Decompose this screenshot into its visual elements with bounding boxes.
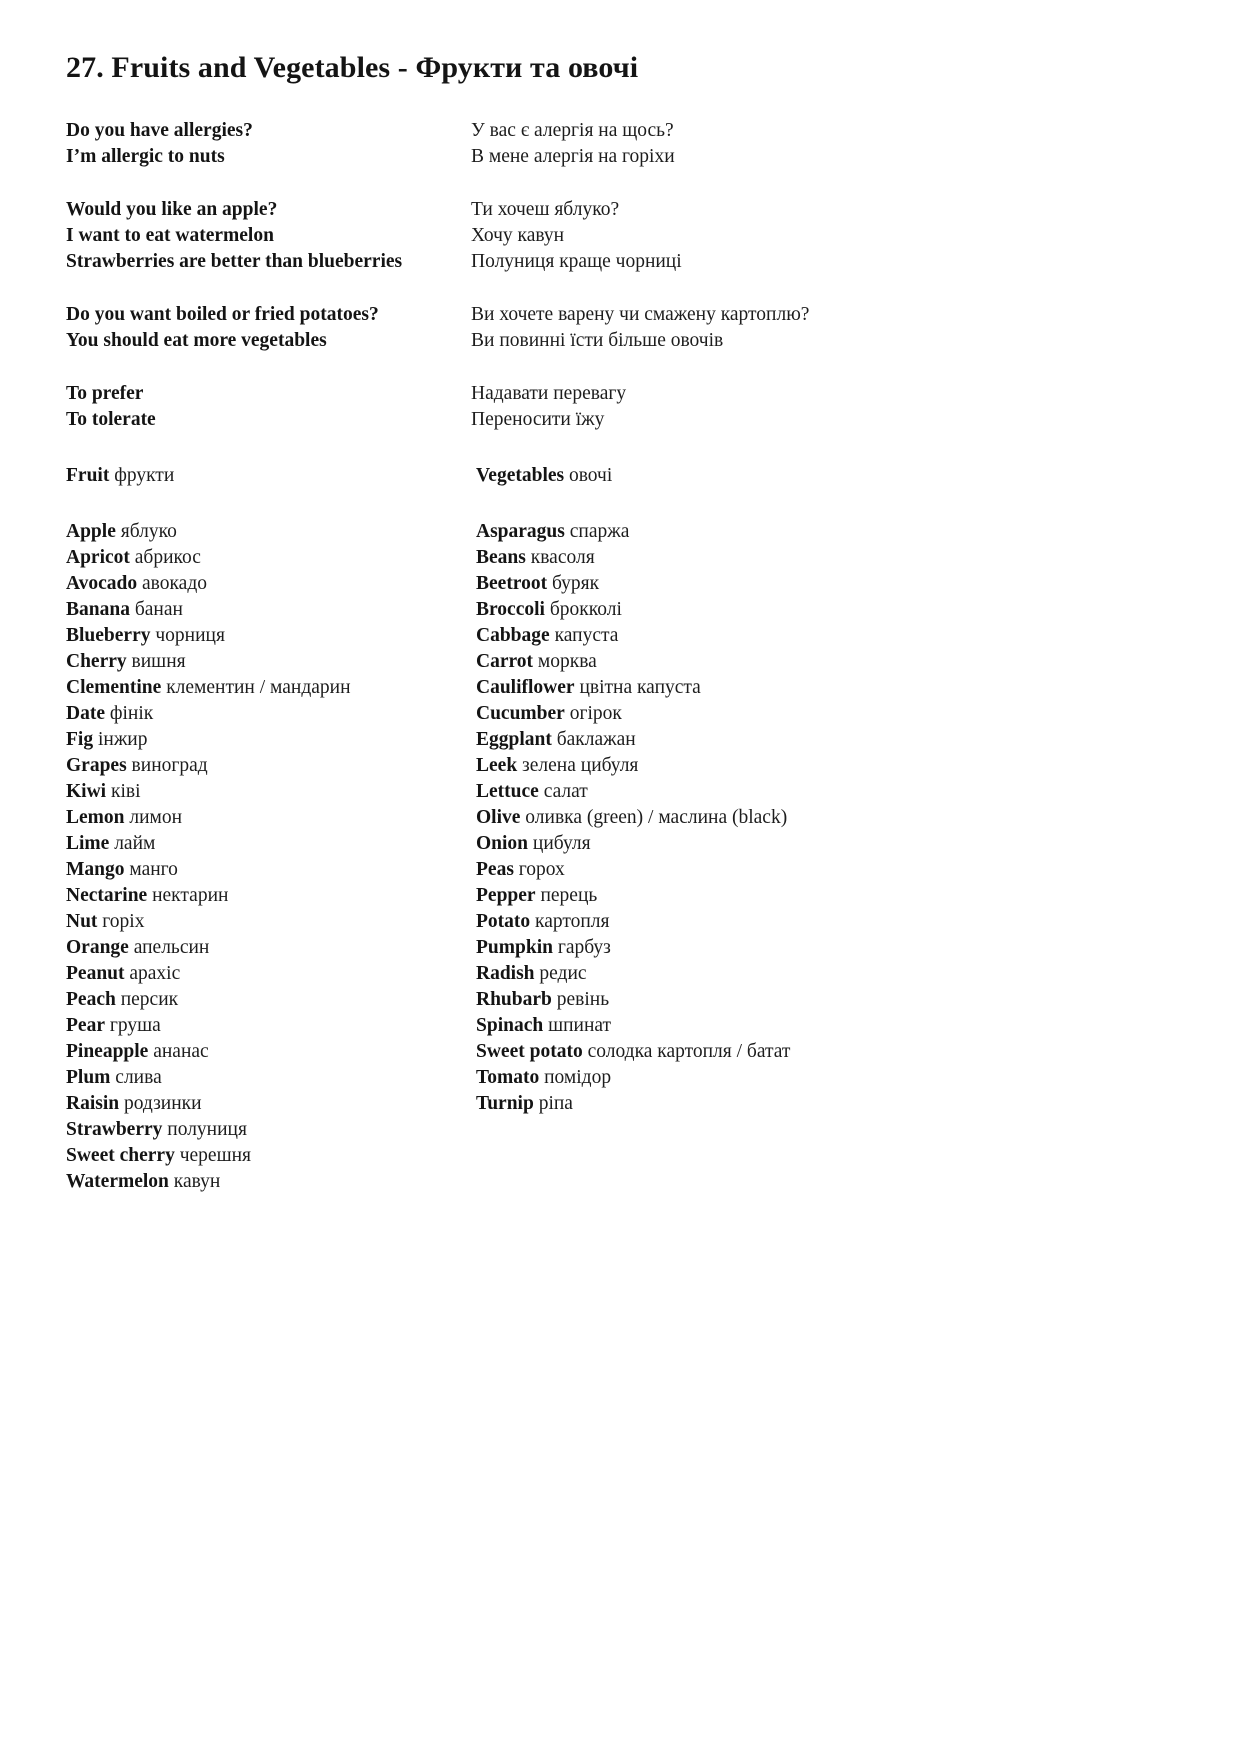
vegetable-word-ukrainian: цибуля xyxy=(532,833,591,854)
fruit-word-row xyxy=(66,1065,466,1091)
vegetable-word-english: Broccoli xyxy=(476,599,545,620)
fruit-word-ukrainian: нектарин xyxy=(152,885,229,906)
vegetable-word-ukrainian: цвітна капуста xyxy=(579,677,701,698)
fruit-word-ukrainian: арахіс xyxy=(129,963,181,984)
fruit-word-ukrainian: лимон xyxy=(129,807,183,828)
fruit-word-ukrainian: ананас xyxy=(153,1041,209,1062)
vegetable-word-ukrainian: солодка картопля / батат xyxy=(587,1041,791,1062)
fruit-word-row xyxy=(66,571,466,597)
fruit-word-row xyxy=(66,675,466,701)
fruit-word-row xyxy=(66,857,466,883)
vegetable-word-ukrainian: квасоля xyxy=(530,547,595,568)
fruit-word-row xyxy=(66,1117,466,1143)
fruit-word-ukrainian: клементин / мандарин xyxy=(166,677,351,698)
vegetable-word-row xyxy=(476,883,1076,909)
fruit-word-row xyxy=(66,1013,466,1039)
fruit-word-english: Cherry xyxy=(66,651,127,672)
vegetable-word-english: Pumpkin xyxy=(476,937,553,958)
phrase-ukrainian: Ви повинні їсти більше овочів xyxy=(471,330,724,351)
phrase-ukrainian: У вас є алергія на щось? xyxy=(471,120,674,141)
fruit-word-ukrainian: апельсин xyxy=(133,937,210,958)
category-header-vegetables-en: Vegetables xyxy=(476,465,565,486)
page-content xyxy=(66,50,1166,1192)
vegetable-word-row xyxy=(476,1065,1076,1091)
fruit-word-english: Sweet cherry xyxy=(66,1145,175,1166)
fruit-word-ukrainian: фінік xyxy=(109,703,154,724)
vegetable-word-english: Cucumber xyxy=(476,703,565,724)
vegetable-word-ukrainian: оливка (green) / маслина (black) xyxy=(525,807,788,828)
vegetable-word-english: Lettuce xyxy=(476,781,539,802)
phrase-ukrainian: Надавати перевагу xyxy=(471,383,627,404)
phrase-row xyxy=(66,144,1166,170)
fruit-word-row xyxy=(66,753,466,779)
vegetable-word-ukrainian: зелена цибуля xyxy=(522,755,639,776)
vegetable-word-english: Spinach xyxy=(476,1015,544,1036)
category-headers xyxy=(66,463,1166,489)
phrase-ukrainian: Хочу кавун xyxy=(471,225,565,246)
fruit-word-ukrainian: манго xyxy=(129,859,178,880)
fruit-word-english: Date xyxy=(66,703,105,724)
fruit-word-ukrainian: яблуко xyxy=(120,521,177,542)
fruit-word-row xyxy=(66,935,466,961)
fruit-word-english: Raisin xyxy=(66,1093,120,1114)
vegetable-word-english: Pepper xyxy=(476,885,536,906)
vegetable-word-english: Rhubarb xyxy=(476,989,552,1010)
phrase-row xyxy=(66,118,1166,144)
phrase-english: Strawberries are better than blueberries xyxy=(66,251,403,272)
fruit-word-english: Pineapple xyxy=(66,1041,149,1062)
phrase-group xyxy=(66,302,1166,354)
fruit-word-english: Orange xyxy=(66,937,129,958)
fruit-word-row xyxy=(66,1091,466,1117)
vegetable-word-english: Radish xyxy=(476,963,535,984)
phrase-row xyxy=(66,381,1166,407)
vegetable-word-ukrainian: гарбуз xyxy=(557,937,611,958)
fruit-word-ukrainian: черешня xyxy=(179,1145,251,1166)
vegetable-word-english: Olive xyxy=(476,807,521,828)
category-header-vegetables xyxy=(476,463,612,489)
phrase-group xyxy=(66,197,1166,275)
fruit-word-ukrainian: кавун xyxy=(173,1171,221,1192)
fruit-word-ukrainian: родзинки xyxy=(123,1093,202,1114)
phrase-english: I want to eat watermelon xyxy=(66,225,274,246)
vegetable-word-english: Turnip xyxy=(476,1093,534,1114)
phrase-sections xyxy=(66,118,1166,433)
fruit-word-row xyxy=(66,883,466,909)
phrase-english: I’m allergic to nuts xyxy=(66,146,225,167)
vegetable-word-english: Tomato xyxy=(476,1067,540,1088)
fruit-word-row xyxy=(66,545,466,571)
vegetable-word-english: Beetroot xyxy=(476,573,548,594)
fruit-word-ukrainian: авокадо xyxy=(142,573,207,594)
fruit-word-english: Mango xyxy=(66,859,125,880)
vegetable-word-ukrainian: ревінь xyxy=(556,989,610,1010)
fruit-word-english: Fig xyxy=(66,729,94,750)
fruit-word-row xyxy=(66,961,466,987)
vegetable-word-row xyxy=(476,987,1076,1013)
phrase-english: You should eat more vegetables xyxy=(66,330,327,351)
fruit-word-english: Pear xyxy=(66,1015,105,1036)
fruit-word-ukrainian: лайм xyxy=(114,833,156,854)
vegetable-word-ukrainian: горох xyxy=(518,859,565,880)
fruit-word-english: Nut xyxy=(66,911,98,932)
phrase-english: Would you like an apple? xyxy=(66,199,278,220)
vegetable-word-row xyxy=(476,857,1076,883)
vegetable-word-ukrainian: помідор xyxy=(544,1067,612,1088)
fruit-word-ukrainian: слива xyxy=(115,1067,162,1088)
fruit-word-english: Banana xyxy=(66,599,130,620)
fruit-word-english: Clementine xyxy=(66,677,162,698)
fruit-word-english: Grapes xyxy=(66,755,127,776)
fruit-word-row xyxy=(66,909,466,935)
fruit-word-ukrainian: абрикос xyxy=(134,547,201,568)
fruit-word-ukrainian: інжир xyxy=(97,729,148,750)
vegetable-word-ukrainian: буряк xyxy=(551,573,600,594)
vegetable-word-english: Eggplant xyxy=(476,729,552,750)
vegetable-word-english: Cabbage xyxy=(476,625,550,646)
vegetable-word-row xyxy=(476,519,1076,545)
phrase-row xyxy=(66,328,1166,354)
category-header-fruit xyxy=(66,463,174,489)
vegetable-word-ukrainian: перець xyxy=(540,885,598,906)
fruit-word-english: Plum xyxy=(66,1067,111,1088)
vegetable-word-english: Leek xyxy=(476,755,518,776)
fruit-word-ukrainian: груша xyxy=(109,1015,161,1036)
fruit-word-english: Lemon xyxy=(66,807,125,828)
phrase-english: To tolerate xyxy=(66,409,156,430)
fruit-word-ukrainian: вишня xyxy=(131,651,186,672)
fruit-word-ukrainian: банан xyxy=(134,599,183,620)
vegetable-word-row xyxy=(476,909,1076,935)
fruit-word-ukrainian: персик xyxy=(120,989,179,1010)
phrase-row xyxy=(66,197,1166,223)
vegetable-word-row xyxy=(476,1013,1076,1039)
vegetable-word-row xyxy=(476,571,1076,597)
phrase-ukrainian: Полуниця краще чорниці xyxy=(471,251,682,272)
fruit-word-ukrainian: полуниця xyxy=(167,1119,247,1140)
vegetable-word-english: Peas xyxy=(476,859,514,880)
vegetable-word-row xyxy=(476,935,1076,961)
vegetable-word-row xyxy=(476,1039,1076,1065)
fruit-word-row xyxy=(66,987,466,1013)
vegetable-word-row xyxy=(476,961,1076,987)
vegetable-word-english: Sweet potato xyxy=(476,1041,583,1062)
vegetable-word-ukrainian: редис xyxy=(539,963,587,984)
vegetable-word-row xyxy=(476,831,1076,857)
vegetable-word-ukrainian: баклажан xyxy=(556,729,636,750)
fruit-word-row xyxy=(66,1039,466,1065)
phrase-row xyxy=(66,407,1166,433)
fruit-word-english: Peanut xyxy=(66,963,125,984)
vegetable-word-row xyxy=(476,753,1076,779)
fruit-word-row xyxy=(66,831,466,857)
vegetable-word-ukrainian: шпинат xyxy=(548,1015,612,1036)
phrase-group xyxy=(66,381,1166,433)
vegetable-word-ukrainian: огірок xyxy=(569,703,622,724)
fruit-word-row xyxy=(66,779,466,805)
fruit-word-row xyxy=(66,597,466,623)
phrase-ukrainian: Ти хочеш яблуко? xyxy=(471,199,620,220)
fruit-word-english: Watermelon xyxy=(66,1171,169,1192)
category-header-fruit-uk: фрукти xyxy=(114,465,175,486)
fruit-word-list xyxy=(66,519,466,1195)
page-title: 27. Fruits and Vegetables - Фрукти та овочі xyxy=(66,51,639,84)
vegetable-word-english: Carrot xyxy=(476,651,534,672)
fruit-word-ukrainian: ківі xyxy=(110,781,141,802)
fruit-word-english: Kiwi xyxy=(66,781,107,802)
fruit-word-english: Strawberry xyxy=(66,1119,163,1140)
vegetable-word-row xyxy=(476,701,1076,727)
vegetable-word-ukrainian: морква xyxy=(537,651,597,672)
vegetable-word-row xyxy=(476,727,1076,753)
phrase-ukrainian: Ви хочете варену чи смажену картоплю? xyxy=(471,304,810,325)
vegetable-word-english: Onion xyxy=(476,833,529,854)
fruit-word-english: Apple xyxy=(66,521,116,542)
vegetable-word-row xyxy=(476,623,1076,649)
vegetable-word-row xyxy=(476,545,1076,571)
vegetable-word-ukrainian: капуста xyxy=(554,625,619,646)
fruit-word-row xyxy=(66,701,466,727)
phrase-english: To prefer xyxy=(66,383,144,404)
vegetable-word-ukrainian: ріпа xyxy=(538,1093,573,1114)
phrase-row xyxy=(66,223,1166,249)
fruit-word-ukrainian: чорниця xyxy=(155,625,225,646)
phrase-english: Do you want boiled or fried potatoes? xyxy=(66,304,379,325)
fruit-word-row xyxy=(66,623,466,649)
vegetable-word-row xyxy=(476,675,1076,701)
phrase-ukrainian: В мене алергія на горіхи xyxy=(471,146,675,167)
phrase-row xyxy=(66,302,1166,328)
phrase-group xyxy=(66,118,1166,170)
vegetable-word-ukrainian: брокколі xyxy=(549,599,622,620)
phrase-row xyxy=(66,249,1166,275)
vegetable-word-ukrainian: салат xyxy=(543,781,588,802)
vegetable-word-english: Beans xyxy=(476,547,526,568)
fruit-word-english: Avocado xyxy=(66,573,138,594)
vegetable-word-english: Asparagus xyxy=(476,521,565,542)
fruit-word-english: Apricot xyxy=(66,547,130,568)
fruit-word-ukrainian: виноград xyxy=(131,755,208,776)
category-header-fruit-en: Fruit xyxy=(66,465,110,486)
fruit-word-row xyxy=(66,805,466,831)
fruit-word-row xyxy=(66,519,466,545)
fruit-word-row xyxy=(66,1143,466,1169)
fruit-word-ukrainian: горіх xyxy=(102,911,145,932)
category-header-vegetables-uk: овочі xyxy=(568,465,613,486)
phrase-ukrainian: Переносити їжу xyxy=(471,409,605,430)
vegetable-word-row xyxy=(476,779,1076,805)
fruit-word-row xyxy=(66,1169,466,1195)
vegetable-word-english: Cauliflower xyxy=(476,677,575,698)
vegetable-word-row xyxy=(476,649,1076,675)
fruit-word-english: Nectarine xyxy=(66,885,148,906)
vegetable-word-ukrainian: спаржа xyxy=(569,521,630,542)
fruit-word-english: Peach xyxy=(66,989,116,1010)
vegetable-word-row xyxy=(476,1091,1076,1117)
vegetable-word-list xyxy=(476,519,1076,1117)
fruit-word-row xyxy=(66,727,466,753)
phrase-english: Do you have allergies? xyxy=(66,120,253,141)
fruit-word-english: Lime xyxy=(66,833,110,854)
fruit-word-row xyxy=(66,649,466,675)
vegetable-word-ukrainian: картопля xyxy=(535,911,610,932)
fruit-word-english: Blueberry xyxy=(66,625,151,646)
vegetable-word-row xyxy=(476,597,1076,623)
vegetable-word-english: Potato xyxy=(476,911,531,932)
vegetable-word-row xyxy=(476,805,1076,831)
